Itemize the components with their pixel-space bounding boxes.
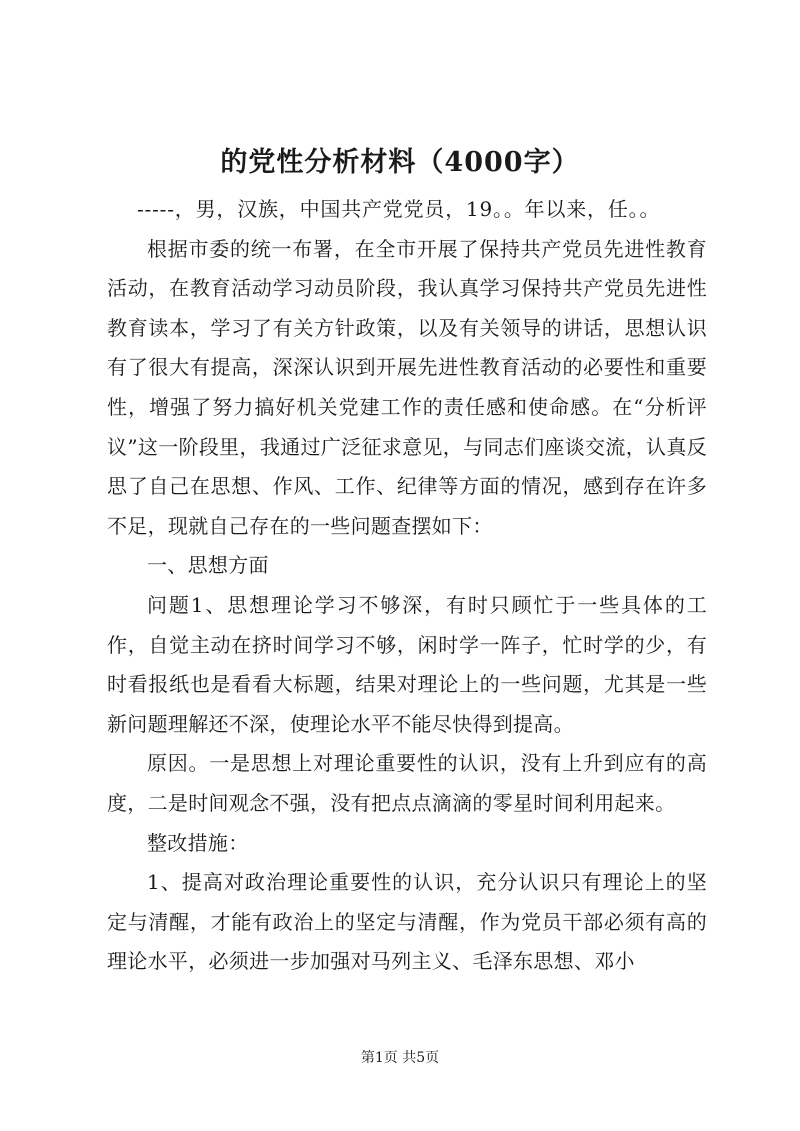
document-body — [107, 190, 707, 982]
background-paragraph: 根据市委的统一布署，在全市开展了保持共产党员先进性教育活动，在教育活动学习动员阶段，我认真学习保持共产党员先进性教育读本，学习了有关方针政策，以及有关领导的讲话，思想认识有了很大有提高，深深认识到开展先进性教育活动的必要性和重要性，增强了努力搞好机关党建工作的责任感和使命感。在“分析评议”这一阶段里，我通过广泛征求意见，与同志们座谈交流，认真反思了自己在思想、作风、工作、纪律等方面的情况，感到存在许多不足，现就自己存在的一些问题查摆如下： — [107, 236, 707, 538]
measure-item-paragraph: 1、提高对政治理论重要性的认识，充分认识只有理论上的坚定与清醒，才能有政治上的坚定与清醒，作为党员干部必须有高的理论水平，必须进一步加强对马列主义、毛泽东思想、邓小 — [107, 870, 707, 974]
measures-heading: 整改措施： — [147, 830, 249, 855]
section-heading: 一、思想方面 — [147, 553, 269, 578]
cause-paragraph: 原因。一是思想上对理论重要性的认识，没有上升到应有的高度，二是时间观念不强，没有把点点滴滴的零星时间利用起来。 — [107, 751, 707, 815]
page-number: 第1页 共5页 — [360, 1050, 440, 1066]
intro-paragraph: -----，男，汉族，中国共产党党员，19。。年以来，任。。 — [137, 197, 661, 221]
problem-paragraph: 问题1、思想理论学习不够深，有时只顾忙于一些具体的工作，自觉主动在挤时间学习不够，闲时学一阵子，忙时学的少，有时看报纸也是看看大标题，结果对理论上的一些问题，尤其是一些新问题理解还不深，使理论水平不能尽快得到提高。 — [107, 592, 707, 736]
document-title: 的党性分析材料（4000字） — [220, 147, 580, 178]
